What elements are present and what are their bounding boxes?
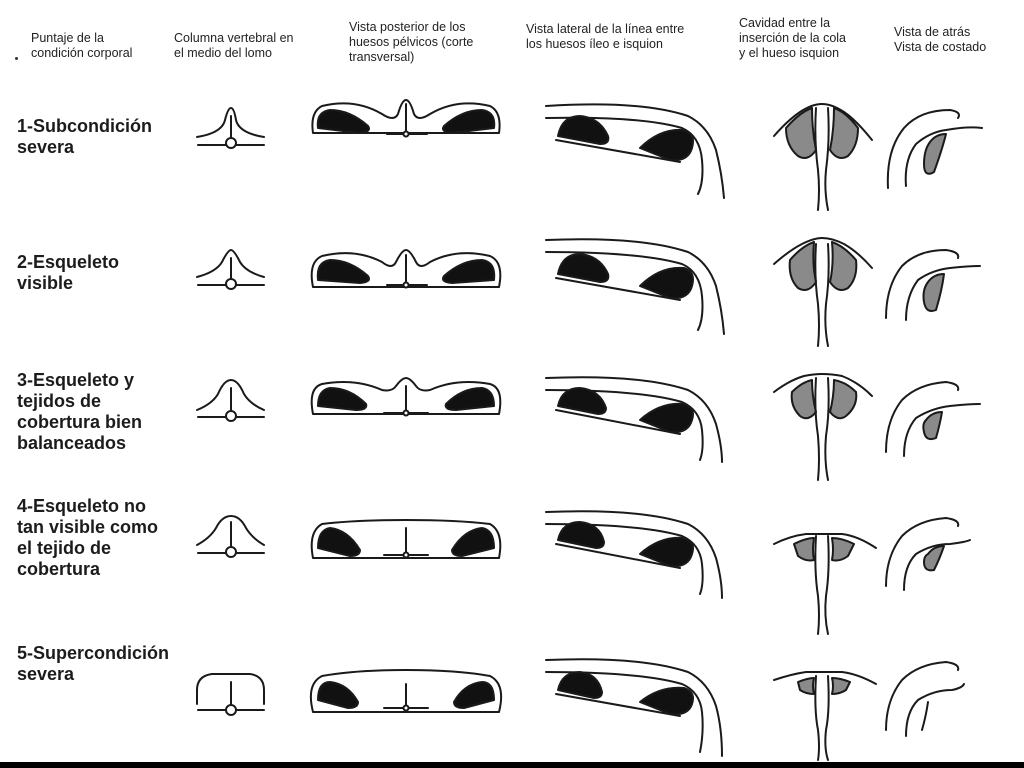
header-pelvic-posterior: Vista posterior de los huesos pélvicos (corte transversal) [349, 20, 474, 64]
spine-row-2 [197, 250, 264, 289]
header-back-side-view: Vista de atrás Vista de costado [894, 25, 987, 54]
pelvis-posterior-row-4 [312, 520, 501, 558]
spine-row-4 [197, 516, 264, 557]
back-side-row-2 [886, 250, 980, 320]
tail-cavity-row-3 [774, 374, 872, 480]
row-1-illustrations [197, 100, 982, 210]
row-label-1: 1-Subcondición severa [17, 116, 152, 157]
row-2-illustrations [197, 238, 980, 346]
row-3-illustrations [197, 374, 980, 480]
lateral-row-2 [546, 239, 724, 334]
pelvis-posterior-row-5 [311, 670, 501, 712]
row-label-2: 2-Esqueleto visible [17, 252, 120, 293]
row-label-3: 3-Esqueleto y tejidos de cobertura bien balanceados [17, 370, 143, 453]
lateral-row-3 [546, 377, 722, 462]
bottom-border [0, 762, 1024, 768]
back-side-row-5 [886, 662, 964, 736]
back-side-row-3 [886, 382, 980, 456]
lateral-row-4 [546, 511, 722, 598]
header-spine: Columna vertebral en el medio del lomo [174, 31, 294, 60]
tail-cavity-row-1 [774, 104, 872, 210]
spine-row-3 [197, 380, 264, 421]
header-body-condition-score: Puntaje de la condición corporal [31, 31, 133, 60]
row-5-illustrations [197, 659, 964, 760]
tail-cavity-row-5 [774, 672, 876, 760]
back-side-row-1 [888, 110, 982, 188]
tail-cavity-row-2 [774, 238, 872, 346]
row-label-4: 4-Esqueleto no tan visible como el tejido de cobertura [17, 496, 159, 579]
row-label-5: 5-Supercondición severa [17, 643, 170, 684]
lateral-row-1 [546, 104, 724, 198]
pelvis-posterior-row-3 [312, 378, 501, 416]
pelvis-posterior-row-2 [312, 250, 501, 288]
row-4-illustrations [197, 511, 970, 634]
pelvis-posterior-row-1 [312, 100, 499, 137]
lateral-row-5 [546, 659, 722, 756]
tail-cavity-row-4 [774, 534, 876, 634]
header-tail-cavity: Cavidad entre la inserción de la cola y el hueso isquion [739, 16, 847, 60]
spine-row-5 [197, 674, 264, 715]
header-lateral-line: Vista lateral de la línea entre los huesos íleo e isquion [526, 22, 685, 51]
spine-row-1 [197, 108, 264, 148]
back-side-row-4 [886, 518, 970, 590]
